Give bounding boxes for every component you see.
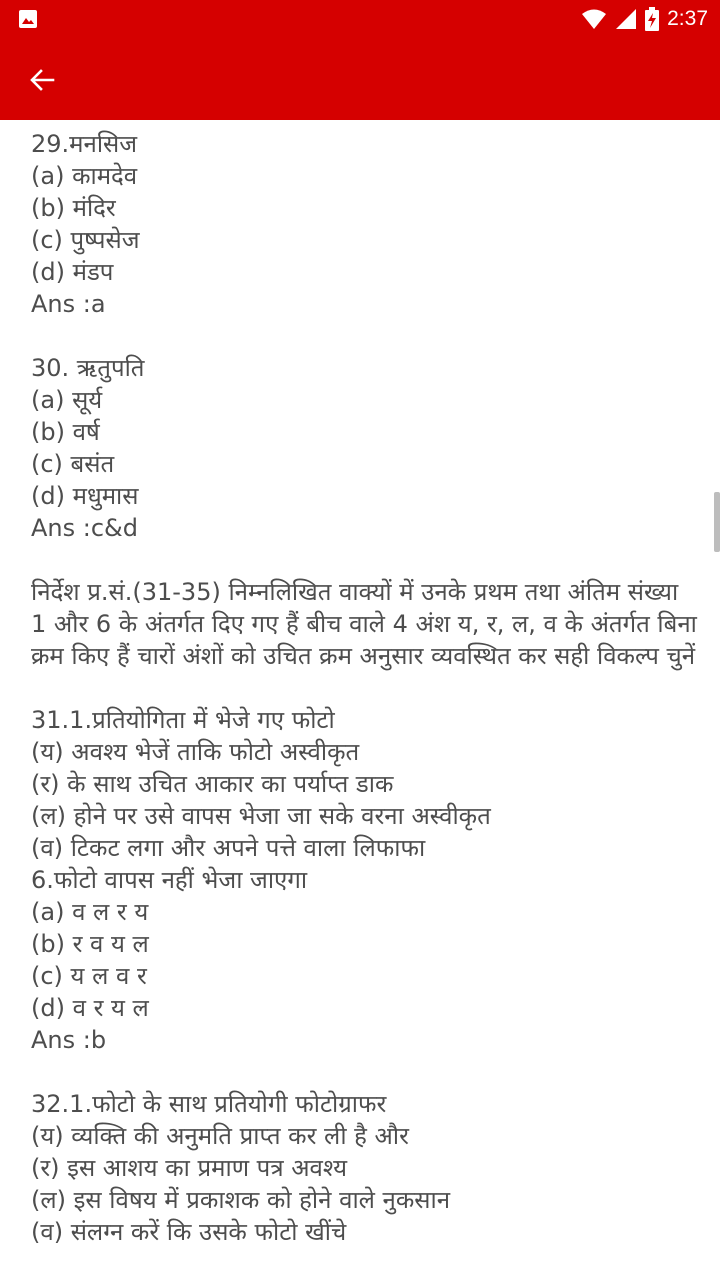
answer-29: Ans :a: [31, 290, 106, 318]
question-30: 30. ऋतुपति: [31, 354, 145, 382]
question-content: [31, 128, 701, 1248]
option-b: (b) वर्ष: [31, 418, 100, 446]
status-time: 2:37: [667, 7, 708, 30]
scrollbar-thumb[interactable]: [714, 492, 720, 552]
option-a: (a) सूर्य: [31, 386, 103, 414]
app-bar: [0, 38, 720, 120]
part-va: (व) संलग्न करें कि उसके फोटो खींचे: [31, 1218, 347, 1246]
signal-icon: [615, 8, 637, 30]
battery-icon: [645, 7, 659, 31]
part-la: (ल) इस विषय में प्रकाशक को होने वाले नुकसान: [31, 1186, 451, 1214]
answer-30: Ans :c&d: [31, 514, 138, 542]
option-c: (c) पुष्पसेज: [31, 226, 140, 254]
part-ya: (य) व्यक्ति की अनुमति प्राप्त कर ली है और: [31, 1122, 409, 1150]
option-c: (c) बसंत: [31, 450, 115, 478]
part-ra: (र) के साथ उचित आकार का पर्याप्त डाक: [31, 770, 394, 798]
option-d: (d) व र य ल: [31, 994, 149, 1022]
option-c: (c) य ल व र: [31, 962, 147, 990]
status-bar: [0, 0, 720, 38]
question-31: 31.1.प्रतियोगिता में भेजे गए फोटो: [31, 706, 335, 734]
option-b: (b) मंदिर: [31, 194, 116, 222]
part-la: (ल) होने पर उसे वापस भेजा जा सके वरना अस्वीकृत: [31, 802, 491, 830]
part-ra: (र) इस आशय का प्रमाण पत्र अवश्य: [31, 1154, 347, 1182]
question-32: 32.1.फोटो के साथ प्रतियोगी फोटोग्राफर: [31, 1090, 387, 1118]
part-ya: (य) अवश्य भेजें ताकि फोटो अस्वीकृत: [31, 738, 360, 766]
back-button[interactable]: [18, 56, 66, 104]
option-a: (a) व ल र य: [31, 898, 149, 926]
image-icon: [18, 9, 38, 29]
option-a: (a) कामदेव: [31, 162, 138, 190]
option-d: (d) मंडप: [31, 258, 114, 286]
wifi-icon: [581, 8, 607, 30]
question-31-last: 6.फोटो वापस नहीं भेजा जाएगा: [31, 866, 308, 894]
answer-31: Ans :b: [31, 1026, 107, 1054]
option-d: (d) मधुमास: [31, 482, 139, 510]
arrow-left-icon: [29, 67, 55, 93]
part-va: (व) टिकट लगा और अपने पत्ते वाला लिफाफा: [31, 834, 426, 862]
option-b: (b) र व य ल: [31, 930, 149, 958]
instruction-text: निर्देश प्र.सं.(31-35) निम्नलिखित वाक्यों में उनके प्रथम तथा अंतिम संख्या 1 और 6 के अंतर्गत दिए गए हैं बीच वाले 4 अंश य, र, ल, व के अंतर्गत बिना क्रम किए हैं चारों अंशों को उचित क्रम अनुसार व्यवस्थित कर सही विकल्प चुनें: [31, 578, 697, 670]
question-29: 29.मनसिज: [31, 130, 138, 158]
